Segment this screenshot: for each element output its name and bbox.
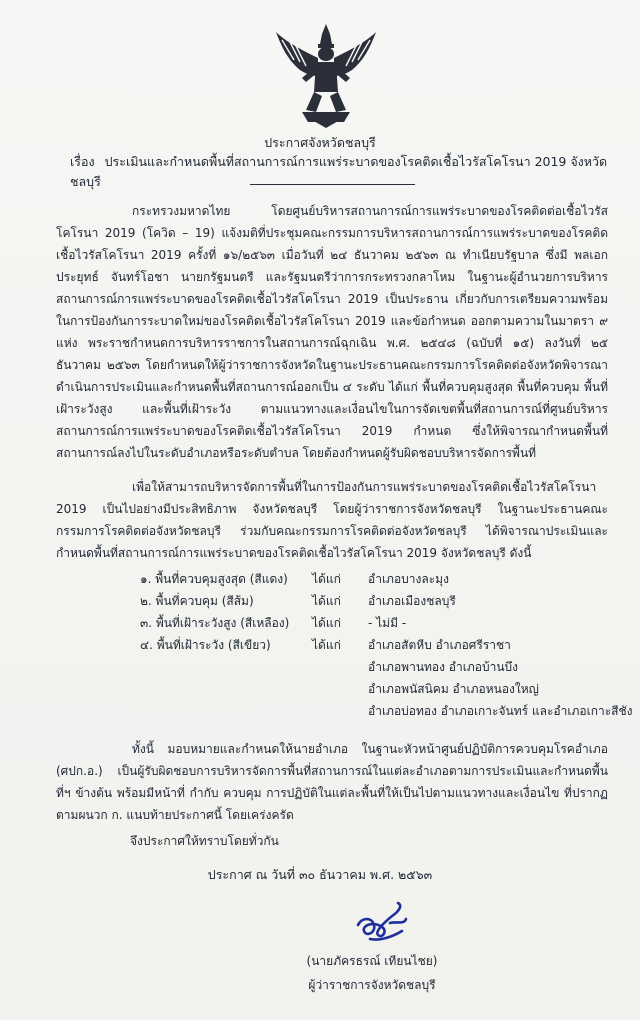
- paragraph-2: [56, 476, 608, 564]
- zone-row: [140, 570, 640, 592]
- zone-district: - ไม่มี -: [368, 616, 407, 630]
- signature-icon: [352, 895, 412, 947]
- paragraph-1-text: กระทรวงมหาดไทย โดยศูนย์บริหารสถานการณ์การแพร่ระบาดของโรคติดต่อเชื้อไวรัสโคโรนา 2019 (โควิด – 19) แจ้งมติที่ประชุมคณะกรรมการบริหารสถานการณ์การแพร่ระบาดของโรคติดเชื้อไวรัสโคโรนา 2019 ครั้งที่ ๑๖/๒๕๖๓ เมื่อวันที่ ๒๔ ธันวาคม ๒๕๖๓ ณ ทำเนียบรัฐบาล ซึ่งมี พลเอก ประยุทธ์ จันทร์โอชา นายกรัฐมนตรี และรัฐมนตรีว่าการกระทรวงกลาโหม ในฐานะผู้อำนวยการบริหารสถานการณ์การแพร่ระบาดของโรคติดเชื้อไวรัสโคโรนา 2019 เป็นประธาน เกี่ยวกับการเตรียมความพร้อมในการป้องกันการระบาดใหม่ของโรคติดเชื้อไวรัสโคโรนา 2019 และข้อกำหนด ออกตามความในมาตรา ๙ แห่ง พระราชกำหนดการบริหารราชการในสถานการณ์ฉุกเฉิน พ.ศ. ๒๕๔๘ (ฉบับที่ ๑๕) ลงวันที่ ๒๕ ธันวาคม ๒๕๖๓ โดยกำหนดให้ผู้ว่าราชการจังหวัดในฐานะประธานคณะกรรมการโรคติดต่อจังหวัดพิจารณาดำเนินการประเมินและกำหนดพื้นที่สถานการณ์ออกเป็น ๔ ระดับ ได้แก่ พื้นที่ควบคุมสูงสุด พื้นที่ควบคุม พื้นที่เฝ้าระวังสูง และพื้นที่เฝ้าระวัง ตามแนวทางและเงื่อนไขในการจัดเขตพื้นที่สถานการณ์ที่ศูนย์บริหารสถานการณ์การแพร่ระบาดของโรคติดเชื้อไวรัสโคโรนา 2019 กำหนด ซึ่งให้พิจารณากำหนดพื้นที่สถานการณ์ลงไปในระดับอำเภอหรือระดับตำบล โดยต้องกำหนดผู้รับผิดชอบบริหารจัดการพื้นที่: [56, 204, 608, 460]
- subject-line: [70, 152, 630, 192]
- zone-district: อำเภอสัตหีบ อำเภอศรีราชา: [368, 638, 511, 652]
- zone-row: [140, 614, 640, 636]
- paragraph-3-text: ทั้งนี้ มอบหมายและกำหนดให้นายอำเภอ ในฐานะหัวหน้าศูนย์ปฏิบัติการควบคุมโรคอำเภอ (ศปก.อ.) เป็นผู้รับผิดชอบการบริหารจัดการพื้นที่สถานการณ์ในแต่ละอำเภอตามการประเมินและกำหนดพื้นที่ฯ ข้างต้น พร้อมมีหน้าที่ กำกับ ควบคุม การปฏิบัติในแต่ละพื้นที่ให้เป็นไปตามแนวทางและเงื่อนไข ที่ปรากฏตามผนวก ก. แนบท้ายประกาศนี้ โดยเคร่งครัด: [56, 742, 608, 822]
- garuda-emblem-icon: [272, 20, 380, 128]
- paragraph-2-text: เพื่อให้สามารถบริหารจัดการพื้นที่ในการป้องกันการแพร่ระบาดของโรคติดเชื้อไวรัสโคโรนา 2019 เป็นไปอย่างมีประสิทธิภาพ จังหวัดชลบุรี โดยผู้ว่าราชการจังหวัดชลบุรี ในฐานะประธานคณะกรรมการโรคติดต่อจังหวัดชลบุรี ร่วมกับคณะกรรมการโรคติดต่อจังหวัดชลบุรี ได้พิจารณาประเมินและกำหนดพื้นที่สถานการณ์การแพร่ระบาดของโรคติดเชื้อไวรัสโคโรนา 2019 จังหวัดชลบุรี ดังนี้: [56, 480, 608, 560]
- signer-title: ผู้ว่าราชการจังหวัดชลบุรี: [308, 978, 436, 992]
- zone-row-continued: [140, 680, 640, 702]
- paragraph-3: [56, 738, 608, 826]
- zone-district: อำเภอบางละมุง: [368, 572, 449, 586]
- zone-row: [140, 592, 640, 614]
- subject-text: ประเมินและกำหนดพื้นที่สถานการณ์การแพร่ระบาดของโรคติดเชื้อไวรัสโคโรนา 2019 จังหวัดชลบุรี: [70, 154, 608, 189]
- announcement-date: ประกาศ ณ วันที่ ๓๐ ธันวาคม พ.ศ. ๒๕๖๓: [207, 867, 433, 882]
- zone-name: ๑. พื้นที่ควบคุมสูงสุด (สีแดง): [140, 572, 288, 586]
- zone-district: อำเภอบ่อทอง อำเภอเกาะจันทร์ และอำเภอเกาะสีชัง: [368, 704, 633, 718]
- zone-district: อำเภอพานทอง อำเภอบ้านบึง: [368, 660, 519, 674]
- zone-given-label: ได้แก่: [312, 638, 341, 652]
- zone-given-label: ได้แก่: [312, 594, 341, 608]
- zone-name: ๓. พื้นที่เฝ้าระวังสูง (สีเหลือง): [140, 616, 290, 630]
- zone-name: ๒. พื้นที่ควบคุม (สีส้ม): [140, 594, 254, 608]
- zone-row: [140, 636, 640, 658]
- zone-district: อำเภอพนัสนิคม อำเภอหนองใหญ่: [368, 682, 539, 696]
- signer-name: (นายภัครธรณ์ เทียนไชย): [306, 954, 438, 968]
- closing-line: จึงประกาศให้ทราบโดยทั่วกัน: [130, 834, 279, 848]
- subject-label: เรื่อง: [70, 154, 95, 169]
- zone-name: ๔. พื้นที่เฝ้าระวัง (สีเขียว): [140, 638, 271, 652]
- paragraph-1: [56, 200, 608, 464]
- zone-district: อำเภอเมืองชลบุรี: [368, 594, 456, 608]
- zone-row-continued: [140, 658, 640, 680]
- zone-given-label: ได้แก่: [312, 572, 341, 586]
- zone-row-continued: [140, 702, 640, 724]
- office-title: ประกาศจังหวัดชลบุรี: [264, 135, 376, 150]
- zone-given-label: ได้แก่: [312, 616, 341, 630]
- header-divider: [250, 184, 415, 185]
